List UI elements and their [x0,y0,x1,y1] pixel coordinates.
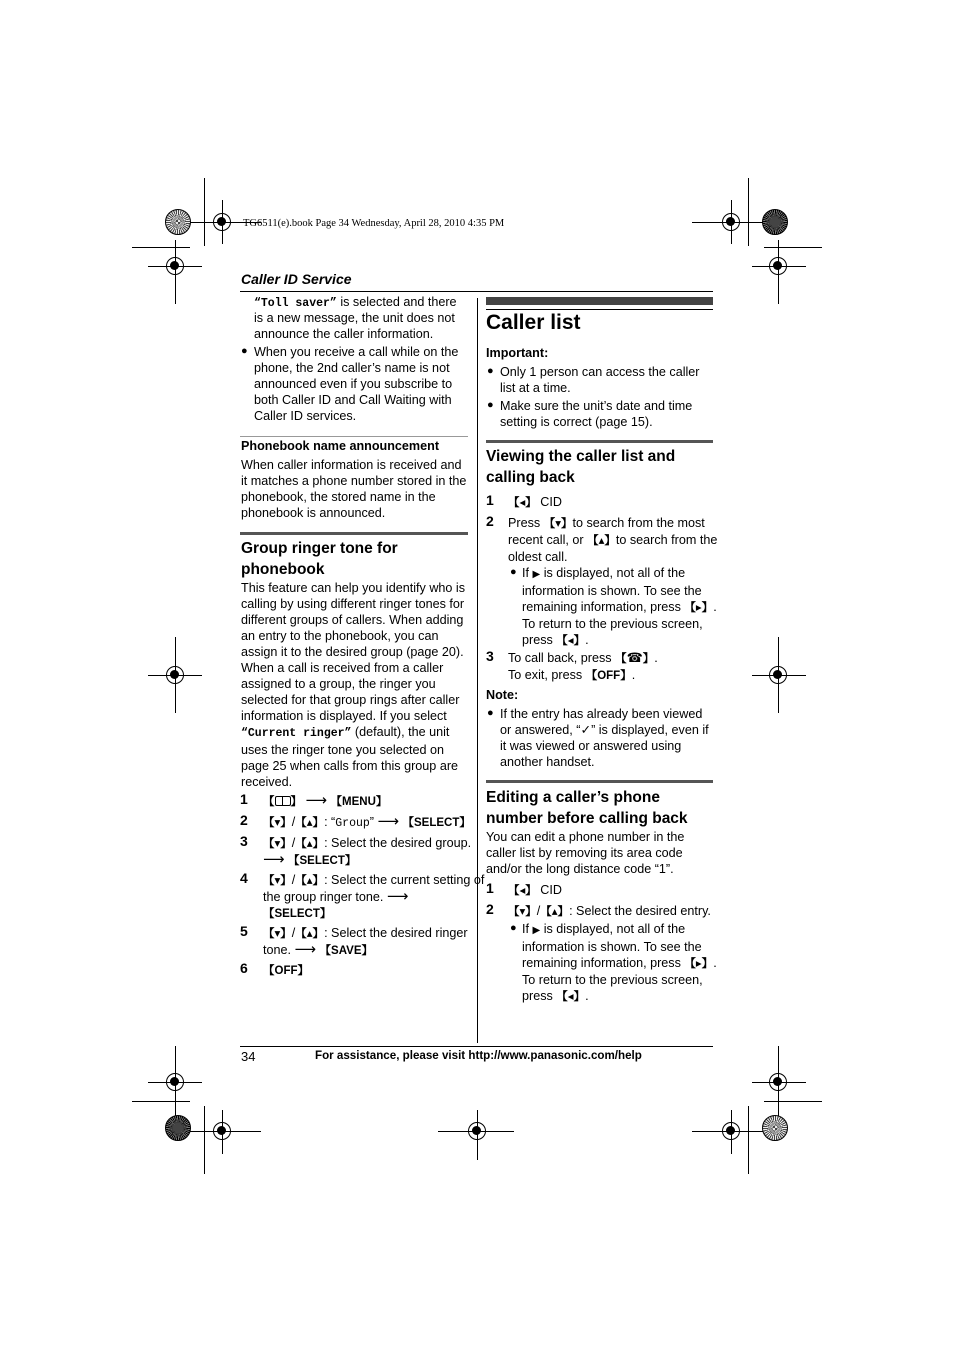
phonebook-announcement-text: When caller information is received and it matches a phone number stored in the phonebook, the stored name in the phonebook is announced. [241,458,467,520]
title-bar [486,297,713,305]
important-label: Important: [486,346,549,360]
file-slug: TG6511(e).book Page 34 Wednesday, April 28, 2010 4:35 PM [243,218,505,229]
group-ringer-text: This feature can help you identify who is calling by using different ringer tones for different groups of callers. When adding an entry to the phonebook, you can assign it to the desired group (page 20). When a call is received from a caller assigned to a group, the ringer you selected for that group rings after caller information is displayed. If you select “Current ringer” (default), the unit uses the ringer tone you selected on page 25 when calls from this group are received. [241,581,466,789]
right-arrow-key: 【▸】 [684,602,714,614]
page-number: 34 [241,1049,256,1064]
up-arrow-key: 【▴】 [295,817,325,829]
save-key: SAVE [331,945,362,957]
checkmark-icon: ✓ [580,723,592,737]
step-6: 【OFF】 [263,965,309,977]
step-1: 【 】 ⟶ 【MENU】 [263,792,388,809]
viewing-step-2: Press 【▾】to search from the most recent call, or 【▴】to search from the oldest call. [508,516,718,564]
page-title: Caller list [486,311,581,334]
call-waiting-note: When you receive a call while on the phone, the 2nd caller’s name is not announced even if you subscribe to both Caller ID and Call Waiting with Caller ID services. [254,345,459,423]
viewing-step-3: To call back, press 【☎】. To exit, press 【OFF】. [508,650,658,682]
step-3: 【▾】/【▴】: Select the desired group. ⟶ 【SELECT】 [263,836,472,868]
group-ringer-heading: Group ringer tone for phonebook [241,540,398,578]
running-head: Caller ID Service [241,271,352,287]
viewing-heading: Viewing the caller list and calling back [486,448,676,486]
menu-key: MENU [342,796,376,808]
left-arrow-key: 【◂】 [508,497,537,509]
toll-saver-option: “Toll saver” [254,297,337,310]
phonebook-announcement-heading: Phonebook name announcement [241,439,440,453]
off-key: OFF [274,965,298,977]
phonebook-icon [275,796,291,806]
editing-heading: Editing a caller’s phone number before calling back [486,789,688,827]
footer-rule [240,1046,713,1047]
down-arrow-key: 【▾】 [263,817,292,829]
step-2: 【▾】/【▴】: “Group” ⟶ 【SELECT】 [263,813,471,830]
note-label: Note: [486,688,519,702]
assistance-link[interactable]: For assistance, please visit http://www.panasonic.com/help [315,1049,642,1062]
talk-phone-icon: ☎ [626,650,643,665]
column-divider [477,298,478,1043]
right-triangle-icon: ▶ [532,569,541,580]
step-4: 【▾】/【▴】: Select the current setting of the group ringer tone. ⟶ 【SELECT】 [263,873,485,920]
bullet-icon: ● [241,345,248,357]
editing-text: You can edit a phone number in the caller list by removing its area code and/or the long distance code “1”. [486,830,685,876]
select-key: SELECT [414,817,460,829]
header-rule [240,291,713,292]
step-5: 【▾】/【▴】: Select the desired ringer tone. ⟶ 【SAVE】 [263,926,468,958]
